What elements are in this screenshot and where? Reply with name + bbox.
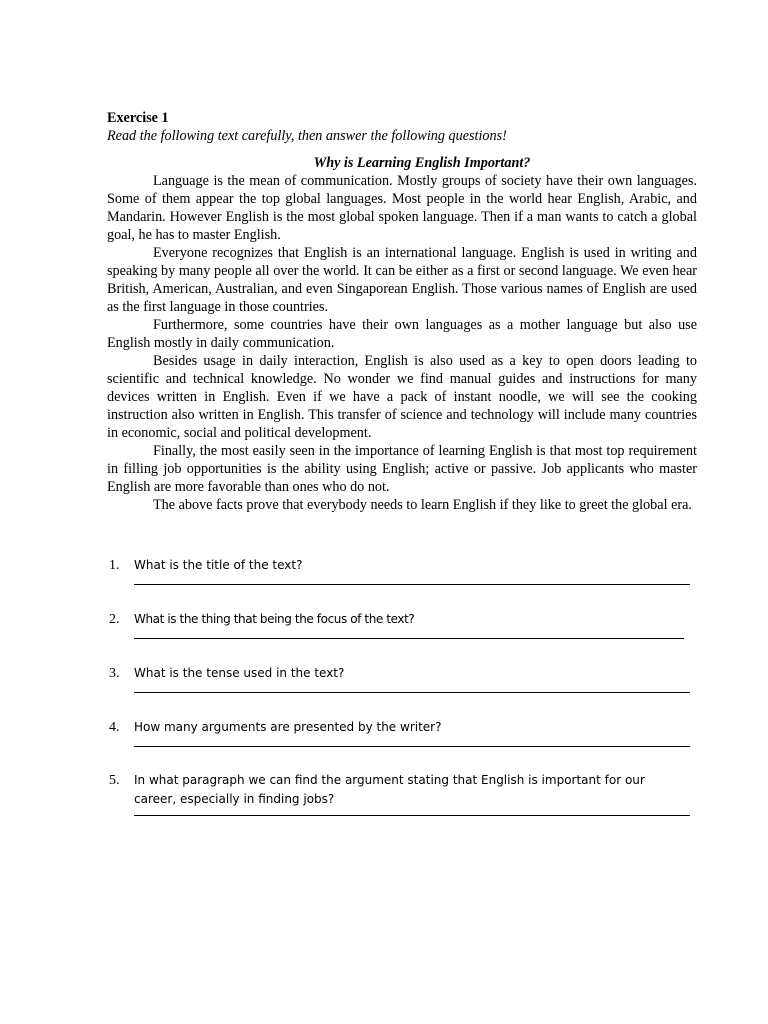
question-text: What is the title of the text? <box>134 558 303 572</box>
question-text: What is the tense used in the text? <box>134 666 345 680</box>
answer-line[interactable] <box>134 692 690 693</box>
question-text: In what paragraph we can find the argument stating that English is important for our career, especially in finding jobs? <box>134 773 645 806</box>
article-paragraph: Everyone recognizes that English is an international language. English is used in writing and speaking by many people all over the world. It can be either as a first or second language. We even hear British, American, Australian, and even Singaporean English. Those various names of English are used as the first language in those countries. <box>107 245 697 315</box>
answer-line[interactable] <box>134 746 690 747</box>
question-item <box>107 771 697 816</box>
question-text: How many arguments are presented by the writer? <box>134 720 442 734</box>
question-number: 5. <box>109 773 120 788</box>
answer-line[interactable] <box>134 584 690 585</box>
exercise-heading: Exercise 1 <box>107 110 169 126</box>
question-number: 2. <box>109 612 120 627</box>
article-paragraph: Language is the mean of communication. Mostly groups of society have their own languages. Some of them appear the top global languages. Most people in the world hear English, Arabic, and Mandarin. However English is the most global spoken language. Then if a man wants to catch a global goal, he has to master English. <box>107 173 697 243</box>
question-text: What is the thing that being the focus of the text? <box>134 612 415 626</box>
article-title: Why is Learning English Important? <box>313 155 531 171</box>
article-paragraph: The above facts prove that everybody needs to learn English if they like to greet the global era. <box>153 497 692 513</box>
exercise-instruction: Read the following text carefully, then answer the following questions! <box>107 128 507 144</box>
question-item <box>107 664 697 693</box>
worksheet-page <box>107 109 697 514</box>
question-item <box>107 718 697 747</box>
article-paragraph: Finally, the most easily seen in the importance of learning English is that most top requirement in filling job opportunities is the ability using English; active or passive. Job applicants who master English are more favorable than ones who do not. <box>107 443 697 495</box>
article-paragraph: Furthermore, some countries have their own languages as a mother language but also use English mostly in daily communication. <box>107 317 697 351</box>
article-paragraph: Besides usage in daily interaction, English is also used as a key to open doors leading to scientific and technical knowledge. No wonder we find manual guides and instructions for many devices written in English. Even if we have a pack of instant noodle, we will see the cooking instruction also written in English. This transfer of science and technology will include many countries in economic, social and political development. <box>107 353 697 441</box>
question-item <box>107 610 697 639</box>
question-item <box>107 556 697 585</box>
question-number: 1. <box>109 558 120 573</box>
article-body <box>107 172 697 514</box>
question-number: 3. <box>109 666 120 681</box>
question-number: 4. <box>109 720 120 735</box>
answer-line[interactable] <box>134 638 684 639</box>
answer-line[interactable] <box>134 815 690 816</box>
